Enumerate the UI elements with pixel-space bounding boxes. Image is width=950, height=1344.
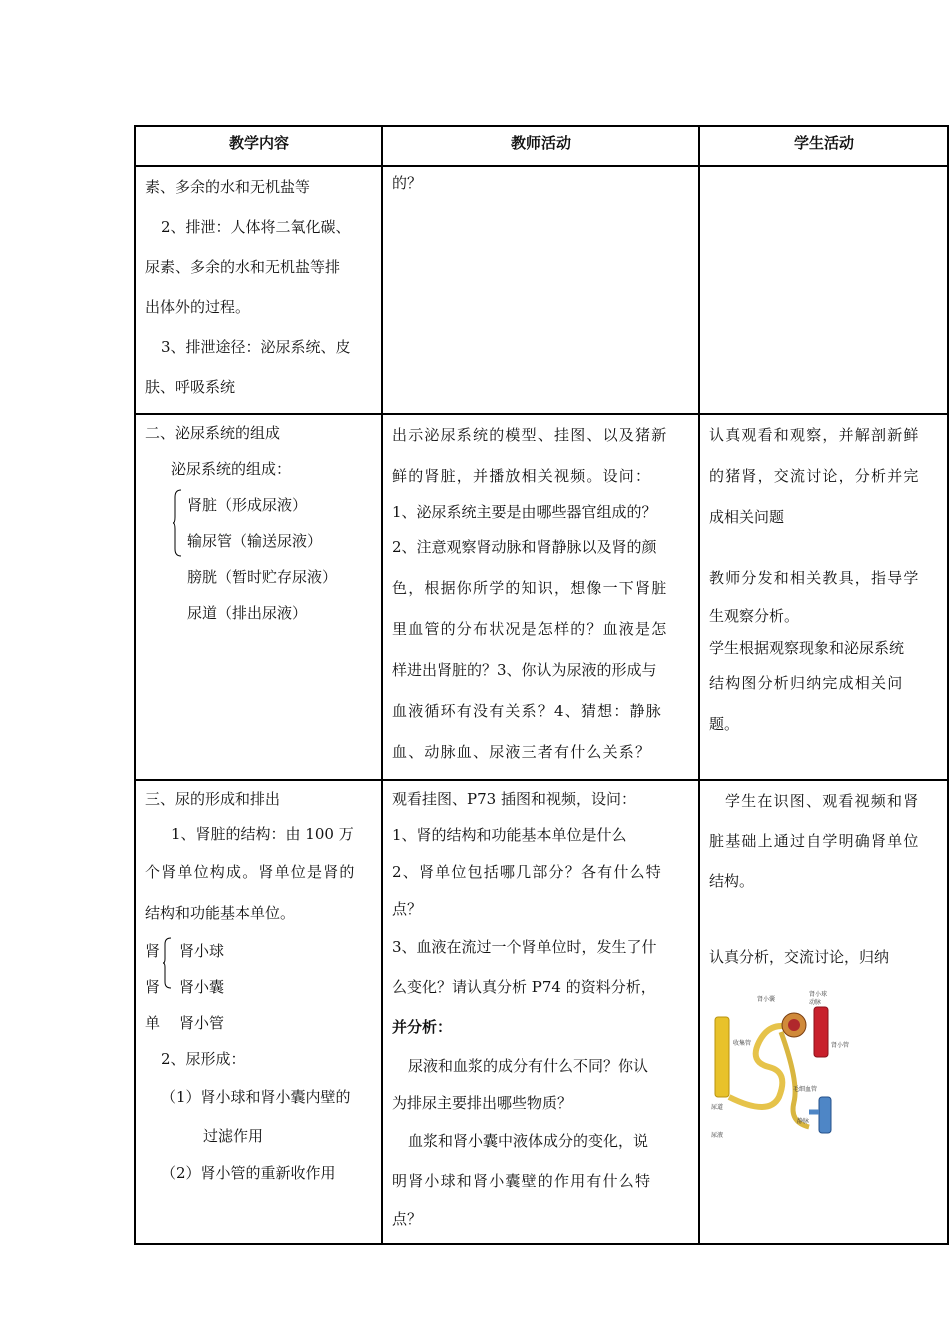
nephron-part-label: 肾小球: [179, 942, 225, 960]
teacher-line: 尿液和血浆的成分有什么不同？你认: [408, 1057, 649, 1075]
header-row: [135, 126, 948, 166]
figure-label: 肾小球: [809, 991, 828, 998]
figure-label: 动脉: [809, 999, 822, 1006]
nephron-part-label: 肾小囊: [179, 978, 225, 996]
student-line: 认真观看和观察，并解剖新鲜: [709, 426, 920, 444]
content-line: （2）肾小管的重新收作用: [161, 1164, 336, 1182]
teacher-line: 点？: [392, 900, 423, 918]
figure-label: 静脉: [797, 1118, 810, 1125]
figure-label: 肾小囊: [757, 996, 776, 1003]
figure-label: 收集管: [733, 1040, 752, 1047]
teacher-line: 3、血液在流过一个肾单位时，发生了什: [392, 938, 657, 956]
student-line: 成相关问题: [709, 508, 785, 526]
student-line: 脏基础上通过自学明确肾单位: [709, 832, 920, 850]
teacher-line: 血液循环有没有关系？4、猜想：静脉: [392, 702, 662, 720]
content-line: 肤、呼吸系统: [145, 378, 236, 396]
teacher-line: 样进出肾脏的？3、你认为尿液的形成与: [392, 661, 657, 679]
content-line: （1）肾小球和肾小囊内壁的: [161, 1088, 351, 1106]
nephron-char: 单: [145, 1014, 161, 1032]
nephron-char: 肾: [145, 978, 161, 996]
content-line: 过滤作用: [203, 1127, 264, 1145]
content-line: 个肾单位构成。肾单位是肾的: [145, 863, 356, 881]
student-line: 生观察分析。: [709, 607, 800, 625]
organ-list: [145, 487, 373, 631]
section-subtitle: 泌尿系统的组成：: [171, 460, 292, 478]
table-row: [135, 414, 948, 780]
nephron-char: 肾: [145, 942, 161, 960]
figure-label: 尿液: [711, 1132, 724, 1139]
header-student: 学生活动: [699, 126, 948, 166]
student-line: 题。: [709, 715, 740, 733]
section-title: 二、泌尿系统的组成: [145, 424, 281, 442]
spacer: [709, 538, 939, 558]
organ-item: 输尿管（输送尿液）: [187, 532, 323, 550]
content-line: 结构和功能基本单位。: [145, 904, 296, 922]
figure-label: 毛细血管: [793, 1086, 818, 1093]
nephron-part-label: 肾小管: [179, 1014, 225, 1032]
figure-label: 肾小管: [831, 1042, 850, 1049]
row2-student-cell: [699, 414, 948, 780]
teacher-line: 明肾小球和肾小囊壁的作用有什么特: [392, 1172, 652, 1190]
row3-content-cell: [135, 780, 382, 1244]
figure-label: 尿道: [711, 1104, 724, 1111]
content-line: 素、多余的水和无机盐等: [145, 178, 311, 196]
content-line: 2、尿形成：: [161, 1050, 246, 1068]
row2-teacher-cell: [382, 414, 699, 780]
teacher-line: 血、动脉血、尿液三者有什么关系？: [392, 743, 652, 761]
student-line: 教师分发和相关教具，指导学: [709, 569, 920, 587]
row1-content-cell: [135, 166, 382, 414]
lesson-table: [134, 125, 949, 1245]
student-line: 学生根据观察现象和泌尿系统: [709, 639, 905, 657]
content-line: 3、排泄途径：泌尿系统、皮: [161, 338, 351, 356]
table-row: [135, 780, 948, 1244]
student-line: 学生在识图、观看视频和肾: [725, 792, 920, 810]
row1-student-cell: [699, 166, 948, 414]
content-line: 2、排泄：人体将二氧化碳、: [161, 218, 351, 236]
teacher-line: 并分析：: [392, 1018, 453, 1036]
nephron-part: [145, 969, 373, 1005]
header-content: 教学内容: [135, 126, 382, 166]
teacher-line: 鲜的肾脏，并播放相关视频。设问：: [392, 467, 652, 485]
organ-item: 尿道（排出尿液）: [187, 604, 308, 622]
teacher-line: 么变化？请认真分析 P74 的资料分析，: [392, 978, 656, 996]
nephron-parts: [145, 933, 373, 1041]
nephron-figure: [709, 987, 859, 1147]
student-line: 结构图分析归纳完成相关问: [709, 674, 904, 692]
teacher-line: 的？: [392, 174, 423, 192]
teacher-line: 血浆和肾小囊中液体成分的变化，说: [408, 1132, 649, 1150]
brace-icon: [173, 489, 181, 557]
row1-teacher-cell: [382, 166, 699, 414]
teacher-line: 色，根据你所学的知识，想像一下肾脏: [392, 579, 668, 597]
teacher-line: 观看挂图、P73 插图和视频，设问：: [392, 790, 636, 808]
brace-icon: [163, 937, 171, 989]
content-line: 出体外的过程。: [145, 298, 251, 316]
teacher-line: 为排尿主要排出哪些物质？: [392, 1094, 573, 1112]
nephron-part: [145, 1005, 373, 1041]
section-title: 三、尿的形成和排出: [145, 790, 281, 808]
teacher-line: 1、肾的结构和功能基本单位是什么: [392, 826, 627, 844]
nephron-part: [145, 933, 373, 969]
row3-teacher-cell: [382, 780, 699, 1244]
student-line: 结构。: [709, 872, 755, 890]
teacher-line: 2、肾单位包括哪几部分？各有什么特: [392, 863, 662, 881]
organ-item: 肾脏（形成尿液）: [187, 496, 308, 514]
student-line: 认真分析，交流讨论，归纳: [709, 948, 890, 966]
row2-content-cell: [135, 414, 382, 780]
student-line: 的猪肾，交流讨论，分析并完: [709, 467, 920, 485]
header-teacher: 教师活动: [382, 126, 699, 166]
content-line: 1、肾脏的结构：由 100 万: [171, 825, 354, 843]
row3-student-cell: [699, 780, 948, 1244]
organ-item: 膀胱（暂时贮存尿液）: [187, 568, 338, 586]
spacer: [709, 901, 939, 937]
teacher-line: 1、泌尿系统主要是由哪些器官组成的？: [392, 503, 657, 521]
teacher-line: 点？: [392, 1210, 423, 1228]
content-line: 尿素、多余的水和无机盐等排: [145, 258, 341, 276]
teacher-line: 出示泌尿系统的模型、挂图、以及猪新: [392, 426, 668, 444]
table-row: [135, 166, 948, 414]
teacher-line: 2、注意观察肾动脉和肾静脉以及肾的颜: [392, 538, 657, 556]
teacher-line: 里血管的分布状况是怎样的？血液是怎: [392, 620, 668, 638]
